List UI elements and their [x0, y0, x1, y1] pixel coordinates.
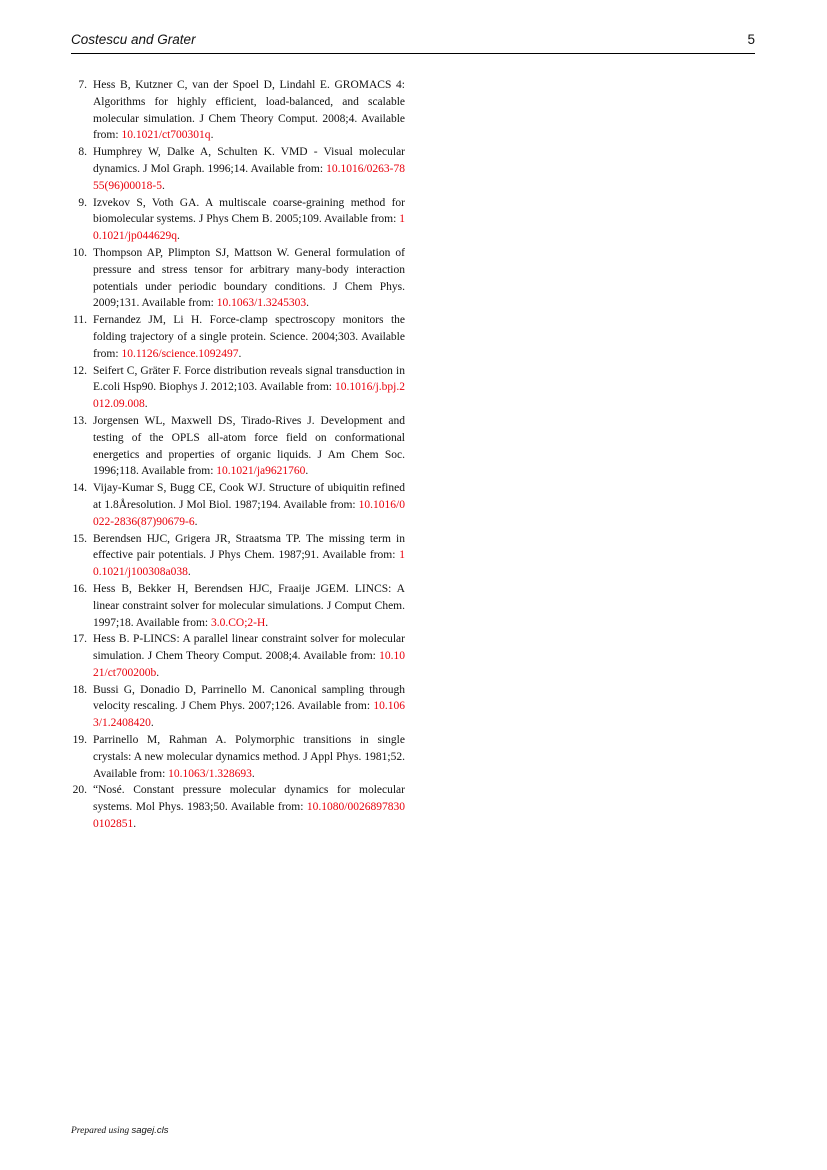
doi-link[interactable]: 10.1063/1.328693: [168, 767, 252, 780]
doi-link[interactable]: 10.1021/ct700301q: [121, 129, 211, 142]
reference-text: Bussi G, Donadio D, Parrinello M. Canonical sampling through velocity rescaling. J Chem Phys. 2007;126. Available from:: [93, 683, 405, 713]
reference-list: [71, 77, 405, 833]
reference-number: 12.: [72, 364, 87, 377]
page-number: 5: [747, 32, 755, 47]
doi-link[interactable]: 3.0.CO;2-H: [210, 616, 266, 629]
doi-link[interactable]: 10.1063/1.3245303: [216, 297, 307, 310]
doi-link[interactable]: 10.1016/j.bpj.2012.09.008: [93, 381, 405, 411]
reference-text: Hess B. P-LINCS: A parallel linear constraint solver for molecular simulation. J Chem Theory Comput. 2008;4. Available from:: [93, 633, 405, 663]
running-header-authors: Costescu and Grater: [71, 32, 196, 47]
reference-item: 16. Hess B, Bekker H, Berendsen HJC, Fraaije JGEM. LINCS: A linear constraint solver for molecular simulations. J Comput Chem. 1997;18. Available from: 3.0.CO;2-H.: [72, 582, 405, 629]
reference-number: 7.: [78, 79, 87, 91]
reference-number: 14.: [72, 482, 87, 495]
reference-number: 13.: [72, 414, 87, 427]
reference-number: 10.: [72, 246, 87, 259]
reference-number: 16.: [72, 582, 87, 595]
reference-text: Izvekov S, Voth GA. A multiscale coarse-graining method for biomolecular systems. J Phys Chem B. 2005;109. Available from:: [93, 196, 405, 226]
reference-text: Thompson AP, Plimpton SJ, Mattson W. General formulation of pressure and stress tensor for arbitrary many-body interaction potentials under periodic boundary conditions. J Chem Phys. 2009;131. Available from:: [93, 246, 405, 310]
doi-link[interactable]: 10.1016/0263-7855(96)00018-5: [93, 162, 405, 192]
reference-item: 14. Vijay-Kumar S, Bugg CE, Cook WJ. Structure of ubiquitin refined at 1.8Åresolution. J Mol Biol. 1987;194. Available from: 10.1016/0022-2836(87)90679-6.: [72, 482, 405, 528]
reference-item: 19. Parrinello M, Rahman A. Polymorphic transitions in single crystals: A new molecular dynamics method. J Appl Phys. 1981;52. Available from: 10.1063/1.328693.: [72, 734, 405, 780]
reference-text: Humphrey W, Dalke A, Schulten K. VMD - Visual molecular dynamics. J Mol Graph. 1996;14. Available from:: [93, 146, 405, 175]
reference-text: Hess B, Bekker H, Berendsen HJC, Fraaije JGEM. LINCS: A linear constraint solver for molecular simulations. J Comput Chem. 1997;18. Available from:: [93, 582, 405, 629]
doi-link[interactable]: 10.1021/j100308a038: [93, 549, 405, 579]
doi-link[interactable]: 10.1126/science.1092497: [121, 347, 239, 360]
reference-item: 15. Berendsen HJC, Grigera JR, Straatsma TP. The missing term in effective pair potentials. J Phys Chem. 1987;91. Available from: 10.1021/j100308a038.: [72, 532, 405, 579]
doi-link[interactable]: 10.1080/00268978300102851: [93, 801, 405, 831]
doi-link[interactable]: 10.1021/jp044629q: [93, 213, 405, 243]
reference-item: 17. Hess B. P-LINCS: A parallel linear constraint solver for molecular simulation. J Chem Theory Comput. 2008;4. Available from: 10.1021/ct700200b.: [72, 633, 405, 679]
doi-link[interactable]: 10.1021/ct700200b: [93, 650, 405, 679]
reference-number: 20.: [72, 784, 87, 797]
reference-number: 11.: [73, 314, 87, 327]
reference-text: Jorgensen WL, Maxwell DS, Tirado-Rives J. Development and testing of the OPLS all-atom force field on conformational energetics and properties of organic liquids. J Am Chem Soc. 1996;118. Available from:: [93, 414, 405, 478]
doi-link[interactable]: 10.1016/0022-2836(87)90679-6: [93, 498, 405, 528]
reference-number: 9.: [78, 196, 87, 209]
reference-item: 9. Izvekov S, Voth GA. A multiscale coarse-graining method for biomolecular systems. J Phys Chem B. 2005;109. Available from: 10.1021/jp044629q.: [71, 195, 405, 245]
reference-number: 18.: [72, 683, 87, 696]
reference-item: 11. Fernandez JM, Li H. Force-clamp spectroscopy monitors the folding trajectory of a single protein. Science. 2004;303. Available from: 10.1126/science.1092497.: [71, 312, 405, 362]
reference-text: Parrinello M, Rahman A. Polymorphic transitions in single crystals: A new molecular dynamics method. J Appl Phys. 1981;52. Available from:: [93, 734, 405, 780]
doi-link[interactable]: 10.1021/ja9621760: [216, 465, 306, 478]
running-header: [71, 32, 755, 54]
reference-item: 8. Humphrey W, Dalke A, Schulten K. VMD - Visual molecular dynamics. J Mol Graph. 1996;14. Available from: 10.1016/0263-7855(96)00018-5.: [71, 144, 405, 194]
reference-item: 7. Hess B, Kutzner C, van der Spoel D, Lindahl E. GROMACS 4: Algorithms for highly efficient, load-balanced, and scalable molecular simulation. J Chem Theory Comput. 2008;4. Available from: 10.1021/ct700301q.: [71, 77, 405, 144]
doi-link[interactable]: 10.1063/1.2408420: [93, 700, 405, 730]
reference-item: 10. Thompson AP, Plimpton SJ, Mattson W. General formulation of pressure and stress tensor for arbitrary many-body interaction potentials under periodic boundary conditions. J Chem Phys. 2009;131. Available from: 10.1063/1.3245303.: [72, 246, 405, 310]
reference-number: 19.: [72, 734, 87, 747]
reference-text: Berendsen HJC, Grigera JR, Straatsma TP. The missing term in effective pair potentials. J Phys Chem. 1987;91. Available from:: [93, 532, 405, 562]
reference-number: 15.: [72, 532, 87, 545]
reference-text: Seifert C, Gräter F. Force distribution reveals signal transduction in E.coli Hsp90. Biophys J. 2012;103. Available from:: [93, 364, 405, 394]
reference-number: 8.: [78, 146, 87, 159]
reference-item: 12. Seifert C, Gräter F. Force distribution reveals signal transduction in E.coli Hsp90. Biophys J. 2012;103. Available from: 10.1016/j.bpj.2012.09.008.: [72, 364, 405, 411]
reference-text: Fernandez JM, Li H. Force-clamp spectroscopy monitors the folding trajectory of a single protein. Science. 2004;303. Available from:: [93, 314, 405, 360]
footer-class-file: sagej.cls: [131, 1125, 169, 1136]
page-footer: [71, 1125, 168, 1136]
reference-text: Hess B, Kutzner C, van der Spoel D, Lindahl E. GROMACS 4: Algorithms for highly efficient, load-balanced, and scalable molecular simulation. J Chem Theory Comput. 2008;4. Available from:: [93, 79, 405, 142]
reference-item: 13. Jorgensen WL, Maxwell DS, Tirado-Rives J. Development and testing of the OPLS all-atom force field on conformational energetics and properties of organic liquids. J Am Chem Soc. 1996;118. Available from: 10.1021/ja9621760.: [72, 414, 405, 478]
reference-item: 20. “Nosé. Constant pressure molecular dynamics for molecular systems. Mol Phys. 1983;50. Available from: 10.1080/00268978300102851.: [72, 784, 405, 831]
reference-number: 17.: [72, 633, 87, 646]
footer-prepared-text: Prepared using: [71, 1126, 130, 1136]
reference-text: “Nosé. Constant pressure molecular dynamics for molecular systems. Mol Phys. 1983;50. Available from:: [93, 784, 405, 814]
reference-text: Vijay-Kumar S, Bugg CE, Cook WJ. Structure of ubiquitin refined at 1.8Åresolution. J Mol Biol. 1987;194. Available from:: [93, 482, 405, 511]
reference-item: 18. Bussi G, Donadio D, Parrinello M. Canonical sampling through velocity rescaling. J Chem Phys. 2007;126. Available from: 10.1063/1.2408420.: [72, 683, 405, 730]
